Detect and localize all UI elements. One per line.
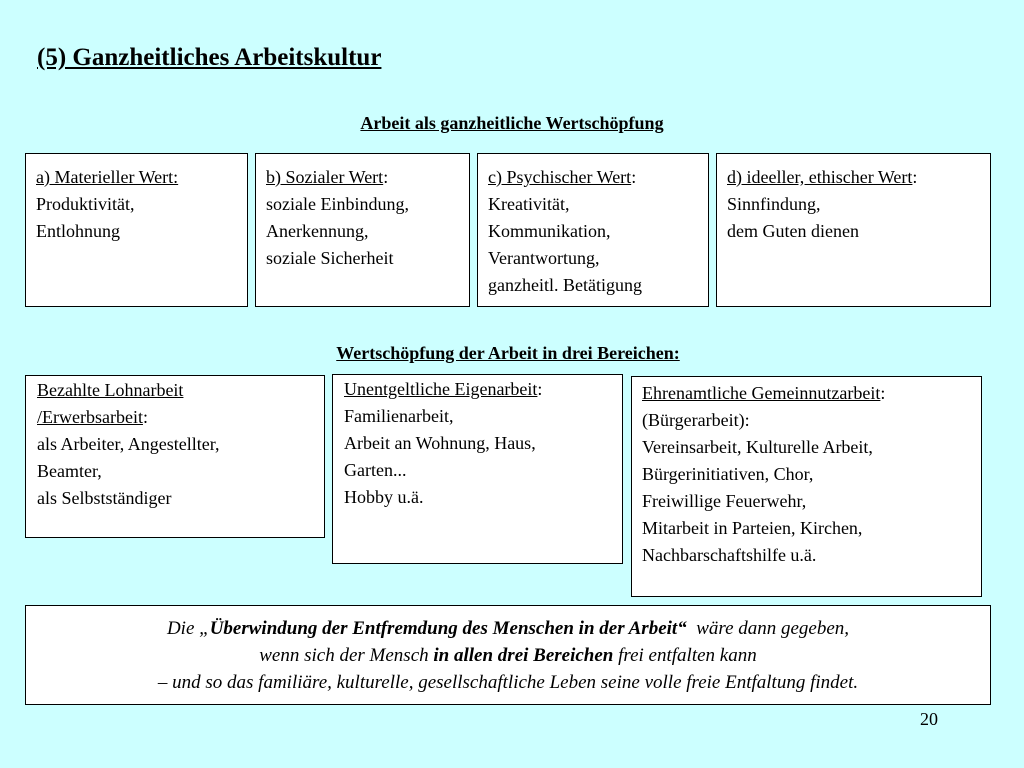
conclusion-text: wenn sich der Mensch xyxy=(259,645,434,666)
box-line: dem Guten dienen xyxy=(727,221,859,241)
box-heading: Ehrenamtliche Gemeinnutzarbeit xyxy=(642,383,881,403)
box-heading: Unentgeltliche Eigenarbeit xyxy=(344,379,538,399)
box-line: Hobby u.ä. xyxy=(344,487,424,507)
box-heading: b) Sozialer Wert xyxy=(266,167,384,187)
page-title: (5) Ganzheitliches Arbeitskultur xyxy=(37,44,382,71)
box-unpaid-own-work xyxy=(332,374,623,564)
conclusion-text: frei entfalten kann xyxy=(613,645,757,666)
box-line: Entlohnung xyxy=(36,221,120,241)
box-line: ganzheitl. Betätigung xyxy=(488,275,642,295)
box-heading-suffix: : xyxy=(631,167,637,187)
box-line: Produktivität, xyxy=(36,194,135,214)
box-line: Bürgerinitiativen, Chor, xyxy=(642,464,814,484)
box-line: Arbeit an Wohnung, Haus, xyxy=(344,433,536,453)
box-line: Beamter, xyxy=(37,461,102,481)
box-line: Verantwortung, xyxy=(488,248,600,268)
box-heading-suffix: : xyxy=(142,407,148,427)
conclusion-line-2 xyxy=(26,642,990,669)
box-heading-suffix: : xyxy=(383,167,389,187)
box-line: Kreativität, xyxy=(488,194,570,214)
conclusion-emphasis: Überwindung der Entfremdung des Menschen in der Arbeit“ xyxy=(209,618,687,639)
box-line: Garten... xyxy=(344,460,407,480)
box-ethical-value xyxy=(716,153,991,307)
conclusion-box xyxy=(25,605,991,705)
conclusion-line-1 xyxy=(26,615,990,642)
conclusion-text: Die „ xyxy=(166,618,210,639)
box-heading-suffix: : xyxy=(537,379,543,399)
box-heading-suffix: : xyxy=(880,383,886,403)
box-social-value xyxy=(255,153,470,307)
box-line: Mitarbeit in Parteien, Kirchen, xyxy=(642,518,863,538)
box-heading-continued: /Erwerbsarbeit xyxy=(37,407,143,427)
box-heading: Bezahlte Lohnarbeit xyxy=(37,380,184,400)
box-heading: c) Psychischer Wert xyxy=(488,167,632,187)
box-line: (Bürgerarbeit): xyxy=(642,410,750,430)
conclusion-line-3: – und so das familiäre, kulturelle, gesellschaftliche Leben seine volle freie Entfaltung findet. xyxy=(157,672,859,693)
box-paid-work xyxy=(25,375,325,538)
section-heading-three-areas: Wertschöpfung der Arbeit in drei Bereichen: xyxy=(336,343,680,363)
box-heading: d) ideeller, ethischer Wert xyxy=(727,167,913,187)
box-line: Familienarbeit, xyxy=(344,406,454,426)
box-line: Vereinsarbeit, Kulturelle Arbeit, xyxy=(642,437,873,457)
box-line: soziale Sicherheit xyxy=(266,248,394,268)
conclusion-text: wäre dann gegeben, xyxy=(686,618,850,639)
box-material-value xyxy=(25,153,248,307)
box-line: Nachbarschaftshilfe u.ä. xyxy=(642,545,817,565)
conclusion-emphasis: in allen drei Bereichen xyxy=(433,645,614,666)
box-line: als Selbstständiger xyxy=(37,488,172,508)
box-line: Kommunikation, xyxy=(488,221,611,241)
box-heading: a) Materieller Wert: xyxy=(36,167,179,187)
box-line: Freiwillige Feuerwehr, xyxy=(642,491,807,511)
box-line: Sinnfindung, xyxy=(727,194,821,214)
box-heading-suffix: : xyxy=(912,167,918,187)
box-volunteer-work xyxy=(631,376,982,597)
box-line: Anerkennung, xyxy=(266,221,369,241)
page-number: 20 xyxy=(920,709,938,729)
box-line: als Arbeiter, Angestellter, xyxy=(37,434,220,454)
box-psychological-value xyxy=(477,153,709,307)
section-heading-value-creation: Arbeit als ganzheitliche Wertschöpfung xyxy=(360,113,664,133)
box-line: soziale Einbindung, xyxy=(266,194,409,214)
